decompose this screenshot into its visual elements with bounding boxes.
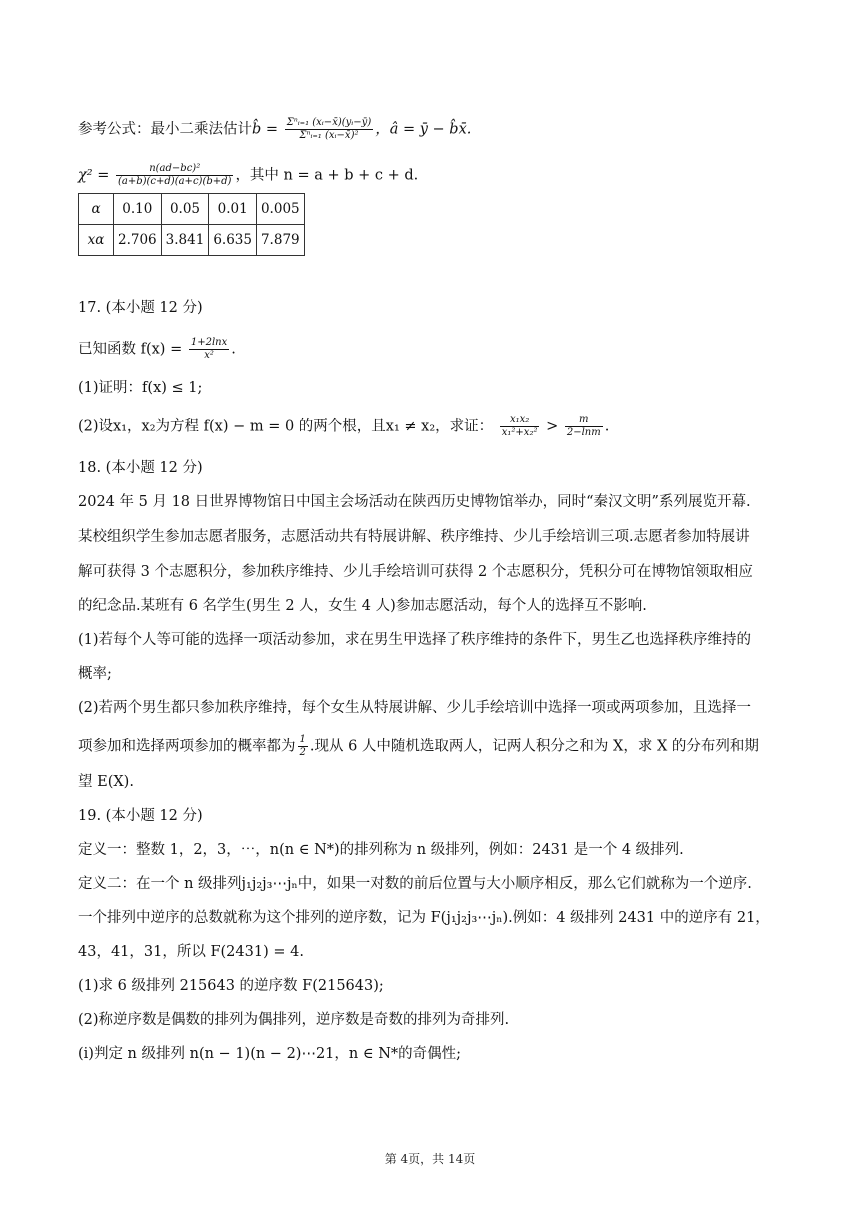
b-hat-lhs: b̂ = [252, 121, 279, 138]
table-row [79, 225, 305, 256]
formula-prefix: 参考公式：最小二乘法估计 [78, 121, 252, 138]
q18-line-8 [78, 734, 759, 759]
q19-line-5: (1)求 6 级排列 215643 的逆序数 F(215643); [78, 978, 384, 994]
a-hat-formula: ，â = ȳ − b̂x̄. [375, 121, 472, 138]
q17-given-denominator: x² [204, 350, 214, 361]
table-cell-alpha-head: α [79, 194, 114, 225]
q19-line-3: 一个排列中逆序的总数就称为这个排列的逆序数，记为 F(j₁j₂j₃⋯jₙ).例如：4 级排列 2431 中的逆序有 21， [78, 910, 770, 926]
critical-value-table [78, 193, 305, 256]
q18-half-fraction [298, 734, 308, 759]
q18-line-8-tail: .现从 6 人中随机选取两人，记两人积分之和为 X，求 X 的分布列和期 [309, 738, 759, 755]
q17-given-prefix: 已知函数 f(x) = [78, 341, 183, 358]
table-cell: 3.841 [161, 225, 209, 256]
q17-frac-right-numerator: m [565, 414, 603, 427]
table-cell: 6.635 [209, 225, 257, 256]
chi-numerator: n(ad−bc)² [116, 163, 233, 176]
q19-line-6: (2)称逆序数是偶数的排列为偶排列，逆序数是奇数的排列为奇排列. [78, 1012, 510, 1028]
q18-line-9: 望 E(X). [78, 774, 134, 790]
b-hat-fraction [285, 117, 374, 142]
q18-title: 18. (本小题 12 分) [78, 460, 203, 476]
q17-part2-fraction-left [500, 414, 540, 439]
page-footer: 第 4页，共 14页 [384, 1152, 476, 1166]
q19-title: 19. (本小题 12 分) [78, 808, 203, 824]
q17-part2 [78, 414, 609, 439]
table-cell: 0.01 [209, 194, 257, 225]
q18-line-7: (2)若两个男生都只参加秩序维持，每个女生从特展讲解、少儿手绘培训中选择一项或两项参加，且选择一 [78, 700, 752, 716]
table-cell: 0.05 [161, 194, 209, 225]
table-cell-x-head: xα [79, 225, 114, 256]
q17-part2-fraction-right [565, 414, 603, 439]
q17-given-fraction [189, 337, 229, 362]
q17-part1: (1)证明：f(x) ≤ 1; [78, 380, 203, 396]
q17-frac-left-denominator: x₁²+x₂² [501, 427, 538, 438]
q17-frac-left-numerator: x₁x₂ [500, 414, 540, 427]
reference-formula-line [78, 117, 471, 142]
q19-line-1: 定义一：整数 1，2，3，⋯，n(n ∈ N*)的排列称为 n 级排列，例如：2431 是一个 4 级排列. [78, 842, 684, 858]
q18-half-numerator: 1 [299, 734, 306, 745]
q19-line-2: 定义二：在一个 n 级排列j₁j₂j₃⋯jₙ中，如果一对数的前后位置与大小顺序相反，那么它们就称为一个逆序. [78, 876, 752, 892]
q18-line-6: 概率; [78, 666, 112, 682]
q17-part2-tail: . [604, 418, 610, 435]
table-cell: 0.10 [114, 194, 162, 225]
b-hat-numerator: Σⁿᵢ₌₁ (xᵢ−x̄)(yᵢ−ȳ) [286, 117, 372, 128]
q17-given-tail: . [231, 341, 236, 358]
q17-given [78, 337, 236, 362]
q18-line-5: (1)若每个人等可能的选择一项活动参加，求在男生甲选择了秩序维持的条件下，男生乙也选择秩序维持的 [78, 632, 752, 648]
chi-fraction [116, 163, 233, 188]
q17-title: 17. (本小题 12 分) [78, 300, 203, 316]
q18-line-3: 解可获得 3 个志愿积分，参加秩序维持、少儿手绘培训可获得 2 个志愿积分，凭积分可在博物馆领取相应 [78, 564, 753, 580]
q19-line-4: 43，41，31，所以 F(2431) = 4. [78, 944, 304, 960]
table-cell: 0.005 [256, 194, 304, 225]
q18-line-2: 某校组织学生参加志愿者服务，志愿活动共有特展讲解、秩序维持、少儿手绘培训三项.志愿者参加特展讲 [78, 529, 750, 545]
chi-square-formula-line [78, 163, 418, 188]
chi-lhs: χ² = [78, 167, 110, 184]
q18-line-4: 的纪念品.某班有 6 名学生(男生 2 人，女生 4 人)参加志愿活动，每个人的选择互不影响. [78, 598, 647, 614]
q18-half-denominator: 2 [299, 747, 306, 758]
q19-line-7: (ⅰ)判定 n 级排列 n(n − 1)(n − 2)⋯21，n ∈ N*的奇偶性; [78, 1046, 462, 1062]
q17-part2-prefix: (2)设x₁，x₂为方程 f(x) − m = 0 的两个根，且x₁ ≠ x₂，求证： [78, 418, 494, 435]
q17-frac-right-denominator: 2−lnm [566, 427, 601, 438]
table-cell: 7.879 [256, 225, 304, 256]
b-hat-denominator: Σⁿᵢ₌₁ (xᵢ−x̄)² [299, 130, 359, 141]
table-row [79, 194, 305, 225]
q18-line-1: 2024 年 5 月 18 日世界博物馆日中国主会场活动在陕西历史博物馆举办，同时“秦汉文明”系列展览开幕. [78, 494, 751, 510]
chi-tail: ，其中 n = a + b + c + d. [235, 167, 419, 184]
table-cell: 2.706 [114, 225, 162, 256]
q17-greater-than: > [541, 418, 563, 435]
q17-given-numerator: 1+2lnx [190, 337, 228, 348]
chi-denominator: (a+b)(c+d)(a+c)(b+d) [117, 176, 232, 187]
q18-line-8-prefix: 项参加和选择两项参加的概率都为 [78, 738, 296, 755]
